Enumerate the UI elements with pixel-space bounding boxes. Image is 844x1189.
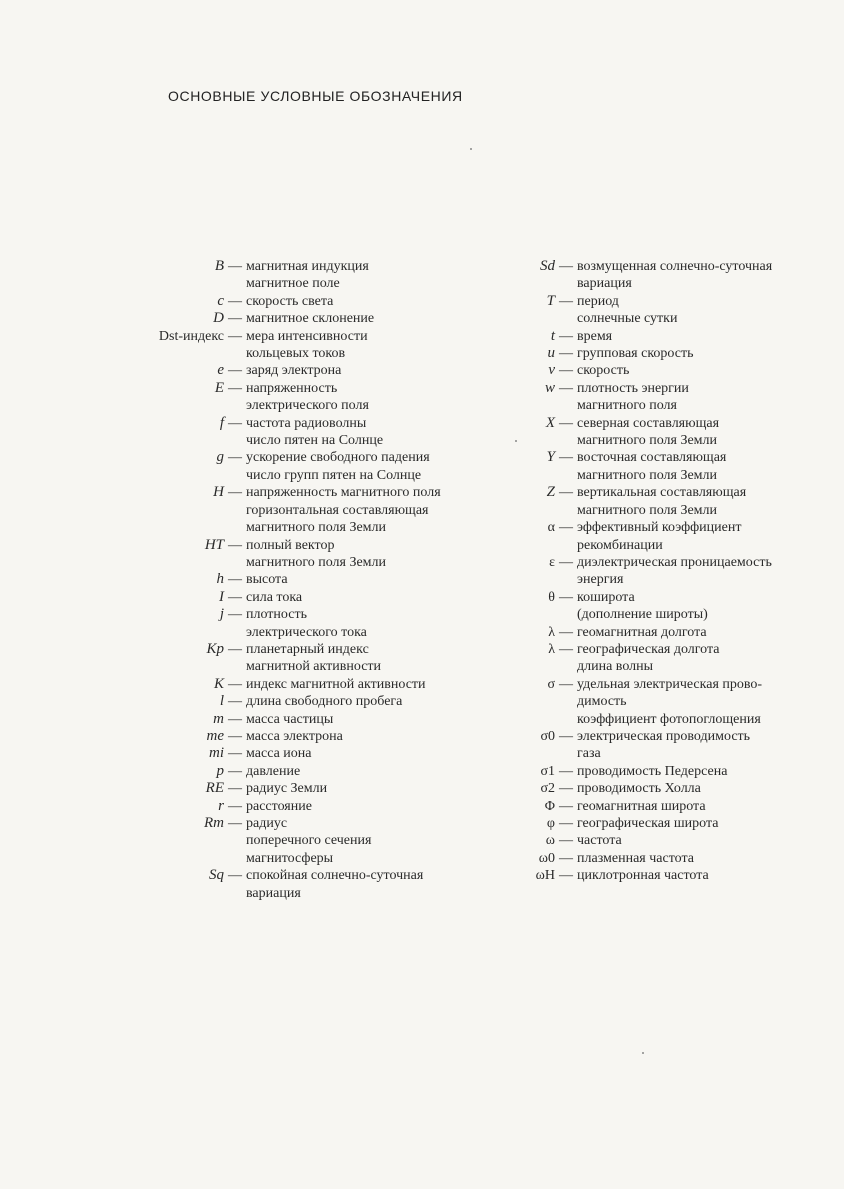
symbol: c xyxy=(217,292,224,309)
definition: заряд электрона xyxy=(246,363,342,379)
definition: возмущенная солнечно-суточная xyxy=(577,259,773,274)
symbol: u xyxy=(547,345,555,362)
definition: планетарный индекс xyxy=(246,641,369,657)
definition: длина волны xyxy=(577,659,654,675)
definition: плотность энергии xyxy=(577,380,689,396)
notation-entry-Kp: Kp — планетарный индекс магнитной активности xyxy=(140,641,505,676)
notation-entry-p: p — давление xyxy=(140,763,505,780)
symbol: λ xyxy=(548,624,555,640)
definition: проводимость Холла xyxy=(577,781,701,797)
notation-entry-j: j — плотность электрического тока xyxy=(140,606,505,641)
notation-entry-c: c — скорость света xyxy=(140,293,505,310)
notation-entry-B: B — магнитная индукция магнитное поле xyxy=(140,258,505,293)
notation-entry-HT: HT — полный вектор магнитного поля Земли xyxy=(140,537,505,572)
notation-entry-m: m — масса частицы xyxy=(140,711,505,728)
definition: электрического тока xyxy=(246,624,367,640)
symbol: σ2 xyxy=(540,781,555,797)
definition: скорость света xyxy=(246,293,334,309)
definition: ускорение свободного падения xyxy=(246,450,430,466)
notation-entry-RE: RE — радиус Земли xyxy=(140,780,505,797)
notation-entry-D: D — магнитное склонение xyxy=(140,310,505,327)
notation-entry-g: g — ускорение свободного падения число групп пятен на Солнце xyxy=(140,449,505,484)
definition: географическая долгота xyxy=(577,641,720,657)
symbol: RE xyxy=(205,780,224,797)
symbol: φ xyxy=(546,816,555,831)
definition: коэффициент фотопоглощения xyxy=(577,711,761,727)
definition: расстояние xyxy=(246,798,312,814)
notation-entry-sigma2: σ2 — проводимость Холла xyxy=(507,780,837,797)
symbol: λ xyxy=(548,641,555,657)
notation-entry-v: v — скорость xyxy=(507,362,837,379)
notation-entry-l: l — длина свободного пробега xyxy=(140,693,505,710)
notation-entry-I: I — сила тока xyxy=(140,589,505,606)
notation-entry-r: r — расстояние xyxy=(140,798,505,815)
symbol: p xyxy=(216,762,224,779)
notation-entry-K: K — индекс магнитной активности xyxy=(140,676,505,693)
symbol: v xyxy=(548,362,555,379)
symbol: θ xyxy=(548,589,555,605)
definition: эффективный коэффициент xyxy=(577,520,742,536)
definition: высота xyxy=(246,572,288,588)
definition: газа xyxy=(577,746,601,762)
symbol: B xyxy=(214,258,224,274)
notation-list-left xyxy=(140,258,505,902)
scan-speck xyxy=(515,440,517,442)
symbol: g xyxy=(216,449,224,466)
symbol: ω xyxy=(545,833,555,849)
definition: плотность xyxy=(246,607,307,623)
symbol: Φ xyxy=(544,798,555,814)
definition: полный вектор xyxy=(246,537,335,553)
definition: частота xyxy=(577,833,622,849)
symbol: Z xyxy=(546,484,555,501)
symbol: HT xyxy=(204,536,224,553)
symbol: Rm xyxy=(204,815,224,831)
definition: магнитного поля Земли xyxy=(577,502,718,518)
definition: скорость xyxy=(577,363,630,379)
symbol: E xyxy=(214,379,224,396)
notation-entry-sigma1: σ1 — проводимость Педерсена xyxy=(507,763,837,780)
notation-entry-Sq: Sq — спокойная солнечно-суточная вариация xyxy=(140,867,505,902)
definition: геомагнитная долгота xyxy=(577,624,707,640)
notation-entry-sigma0: σ0 — электрическая проводимость газа xyxy=(507,728,837,763)
definition: сила тока xyxy=(246,589,303,605)
definition: масса частицы xyxy=(246,711,334,727)
definition: давление xyxy=(246,763,301,779)
definition: удельная электрическая прово- xyxy=(577,676,763,692)
symbol: Kp xyxy=(206,640,224,657)
scan-speck xyxy=(470,148,472,150)
definition: период xyxy=(577,293,619,309)
symbol: r xyxy=(218,797,224,814)
notation-entry-phi: φ — географическая широта xyxy=(507,815,837,832)
definition: магнитного поля xyxy=(577,398,677,414)
definition: северная составляющая xyxy=(577,415,720,431)
symbol: α xyxy=(547,520,555,536)
symbol: h xyxy=(216,571,224,588)
symbol: H xyxy=(213,484,224,501)
definition: индекс магнитной активности xyxy=(246,676,426,692)
symbol: me xyxy=(206,727,224,744)
definition: число пятен на Солнце xyxy=(246,433,384,449)
page-title: ОСНОВНЫЕ УСЛОВНЫЕ ОБОЗНАЧЕНИЯ xyxy=(168,88,463,104)
notation-entry-t: t — время xyxy=(507,328,837,345)
notation-entry-E: E — напряженность электрического поля xyxy=(140,380,505,415)
notation-entry-Dst: Dst-индекс — мера интенсивности кольцевых токов xyxy=(140,328,505,363)
notation-entry-mi: mi — масса иона xyxy=(140,745,505,762)
definition: горизонтальная составляющая xyxy=(246,502,429,518)
definition: геомагнитная широта xyxy=(577,798,706,814)
notation-entry-sigma: σ — удельная электрическая прово- димость коэффициент фотопоглощения xyxy=(507,676,837,728)
symbol: ω0 xyxy=(538,850,555,866)
notation-entry-w: w — плотность энергии магнитного поля xyxy=(507,380,837,415)
definition: географическая широта xyxy=(577,816,719,831)
definition: димость xyxy=(577,694,627,710)
definition: магнитной активности xyxy=(246,659,382,675)
definition: поперечного сечения xyxy=(246,833,372,849)
notation-entry-Z: Z — вертикальная составляющая магнитного поля Земли xyxy=(507,484,837,519)
definition: вертикальная составляющая xyxy=(577,485,747,501)
definition: вариация xyxy=(246,885,301,901)
symbol: ε xyxy=(549,554,555,570)
definition: групповая скорость xyxy=(577,346,694,362)
definition: масса иона xyxy=(246,746,312,762)
notation-entry-omega0: ω0 — плазменная частота xyxy=(507,850,837,867)
definition: частота радиоволны xyxy=(246,415,367,431)
symbol: Dst-индекс xyxy=(158,328,224,344)
symbol: t xyxy=(550,327,555,344)
definition: спокойная солнечно-суточная xyxy=(246,868,424,884)
definition: мера интенсивности xyxy=(246,328,368,344)
definition: электрического поля xyxy=(246,398,369,414)
scan-speck xyxy=(642,1052,644,1054)
notation-entry-Sd: Sd — возмущенная солнечно-суточная вариация xyxy=(507,258,837,293)
notation-entry-lambda-geographic: λ — географическая долгота длина волны xyxy=(507,641,837,676)
definition: коширота xyxy=(577,589,635,605)
definition: напряженность магнитного поля xyxy=(246,485,441,501)
definition: вариация xyxy=(577,276,632,292)
symbol: I xyxy=(219,588,224,605)
symbol: e xyxy=(217,362,224,379)
symbol: X xyxy=(545,414,555,431)
notation-entry-omega: ω — частота xyxy=(507,832,837,849)
definition: число групп пятен на Солнце xyxy=(246,467,422,483)
notation-entry-lambda-geomagnetic: λ — геомагнитная долгота xyxy=(507,624,837,641)
symbol: j xyxy=(219,606,224,623)
symbol: σ0 xyxy=(540,728,555,744)
symbol: σ1 xyxy=(540,763,555,779)
symbol: Y xyxy=(546,449,555,466)
definition: энергия xyxy=(577,572,624,588)
definition: циклотронная частота xyxy=(577,868,709,884)
definition: радиус Земли xyxy=(246,781,328,797)
symbol: mi xyxy=(209,745,224,762)
definition: магнитного поля Земли xyxy=(246,554,387,570)
definition: магнитное склонение xyxy=(246,311,375,327)
definition: магнитная индукция xyxy=(246,259,369,274)
notation-entry-e: e — заряд электрона xyxy=(140,362,505,379)
symbol: K xyxy=(213,675,224,692)
definition: электрическая проводимость xyxy=(577,728,751,744)
symbol: Sq xyxy=(209,867,224,884)
notation-entry-theta: θ — коширота (дополнение широты) xyxy=(507,589,837,624)
notation-entry-Rm: Rm — радиус поперечного сечения магнитосферы xyxy=(140,815,505,867)
notation-entry-Y: Y — восточная составляющая магнитного поля Земли xyxy=(507,449,837,484)
definition: магнитосферы xyxy=(246,850,334,866)
definition: масса электрона xyxy=(246,728,343,744)
definition: напряженность xyxy=(246,380,338,396)
definition: (дополнение широты) xyxy=(577,607,708,623)
notation-entry-omegaH: ωH — циклотронная частота xyxy=(507,867,837,884)
symbol: D xyxy=(213,310,224,327)
definition: диэлектрическая проницаемость xyxy=(577,554,772,570)
symbol: T xyxy=(546,292,555,309)
definition: длина свободного пробега xyxy=(246,694,403,710)
symbol: w xyxy=(544,379,555,396)
definition: магнитное поле xyxy=(246,276,340,292)
notation-entry-H: H — напряженность магнитного поля горизонтальная составляющая магнитного поля Земли xyxy=(140,484,505,536)
definition: рекомбинации xyxy=(577,537,663,553)
notation-entry-T: T — период солнечные сутки xyxy=(507,293,837,328)
symbol: l xyxy=(219,693,224,710)
definition: восточная составляющая xyxy=(577,450,727,466)
symbol: m xyxy=(213,710,224,727)
definition: плазменная частота xyxy=(577,850,694,866)
symbol: ωH xyxy=(535,868,555,884)
notation-entry-Phi: Φ — геомагнитная широта xyxy=(507,798,837,815)
symbol: f xyxy=(219,414,224,431)
definition: проводимость Педерсена xyxy=(577,763,728,779)
definition: кольцевых токов xyxy=(246,346,346,362)
definition: время xyxy=(577,328,613,344)
notation-list-right xyxy=(507,258,837,885)
notation-entry-u: u — групповая скорость xyxy=(507,345,837,362)
symbol: Sd xyxy=(540,258,555,274)
notation-entry-me: me — масса электрона xyxy=(140,728,505,745)
symbol: σ xyxy=(547,676,555,692)
notation-entry-h: h — высота xyxy=(140,571,505,588)
definition: магнитного поля Земли xyxy=(246,520,387,536)
notation-entry-X: X — северная составляющая магнитного поля Земли xyxy=(507,415,837,450)
definition: магнитного поля Земли xyxy=(577,467,718,483)
definition: радиус xyxy=(246,816,288,831)
definition: солнечные сутки xyxy=(577,311,678,327)
notation-entry-f: f — частота радиоволны число пятен на Солнце xyxy=(140,415,505,450)
definition: магнитного поля Земли xyxy=(577,433,718,449)
notation-entry-epsilon: ε — диэлектрическая проницаемость энергия xyxy=(507,554,837,589)
notation-entry-alpha: α — эффективный коэффициент рекомбинации xyxy=(507,519,837,554)
